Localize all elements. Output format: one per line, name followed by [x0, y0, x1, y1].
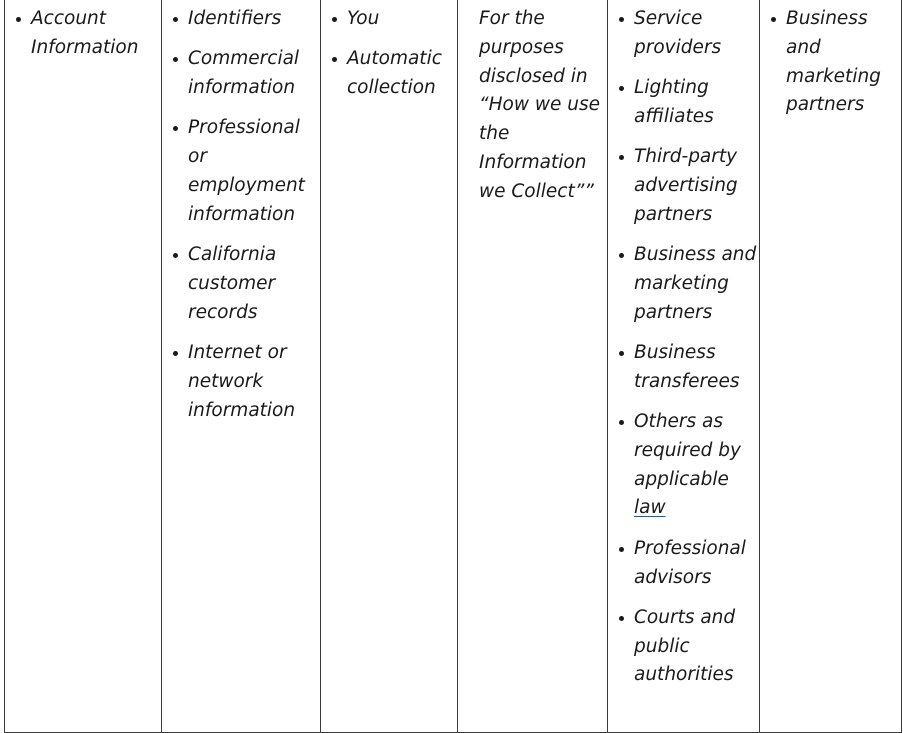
purposes-text: For the purposes disclosed in “How we use the Information we Collect”” — [479, 8, 600, 202]
personal-info-types-cell — [162, 0, 321, 733]
list-item: Commercial information — [162, 45, 320, 103]
list-item: Business transferees — [608, 339, 759, 397]
list-item: Service providers — [608, 5, 759, 63]
sold-shared-cell — [760, 0, 902, 733]
category-cell — [5, 0, 162, 733]
list-item: Professional advisors — [608, 535, 759, 593]
purposes-cell — [458, 0, 608, 733]
table-row — [5, 0, 902, 733]
list-item: Lighting affiliates — [608, 74, 759, 132]
list-item: Internet or network information — [162, 339, 320, 425]
list-item: Business and marketing partners — [760, 5, 901, 120]
disclosed-to-cell — [608, 0, 760, 733]
list-item: Account Information — [5, 5, 161, 63]
others-text: Others as required by applicable — [634, 411, 741, 490]
category-list — [5, 5, 161, 63]
list-item: Professional or employment information — [162, 114, 320, 229]
law-link[interactable]: law — [634, 497, 666, 519]
disclosed-to-list — [608, 5, 759, 690]
data-sharing-table — [4, 0, 902, 733]
list-item: Automatic collection — [321, 45, 457, 103]
sources-cell — [321, 0, 458, 733]
sold-shared-list — [760, 5, 901, 120]
list-item: California customer records — [162, 241, 320, 327]
list-item-others — [608, 408, 759, 523]
list-item: Business and marketing partners — [608, 241, 759, 327]
list-item: You — [321, 5, 457, 34]
sources-list — [321, 5, 457, 103]
personal-info-types-list — [162, 5, 320, 425]
list-item: Courts and public authorities — [608, 604, 759, 690]
list-item: Identifiers — [162, 5, 320, 34]
list-item: Third-party advertising partners — [608, 143, 759, 229]
